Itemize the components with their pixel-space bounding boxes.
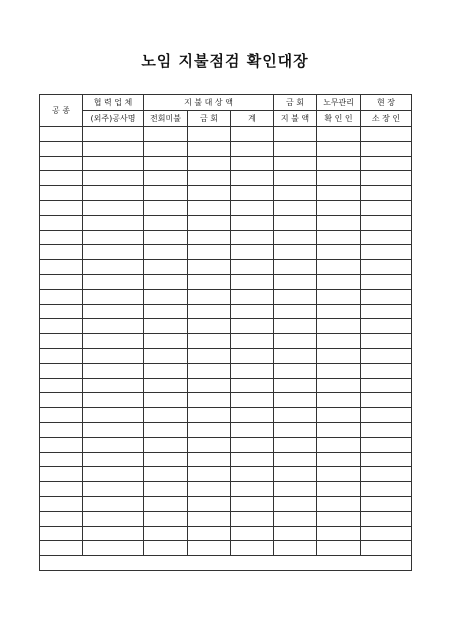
work-type-cell[interactable] — [40, 127, 83, 142]
total-cell[interactable] — [231, 467, 274, 482]
current-amount-cell[interactable] — [188, 200, 231, 215]
partner-cell[interactable] — [83, 289, 144, 304]
current-amount-cell[interactable] — [188, 334, 231, 349]
work-type-cell[interactable] — [40, 452, 83, 467]
paid-amount-cell[interactable] — [274, 260, 317, 275]
prev-unpaid-cell[interactable] — [144, 215, 188, 230]
table-row — [40, 319, 412, 334]
work-type-cell[interactable] — [40, 526, 83, 541]
site-manager-cell[interactable] — [361, 274, 412, 289]
table-row — [40, 348, 412, 363]
header-labor-mgmt: 노무관리 — [317, 95, 361, 111]
labor-confirm-cell[interactable] — [317, 437, 361, 452]
current-amount-cell[interactable] — [188, 260, 231, 275]
paid-amount-cell[interactable] — [274, 452, 317, 467]
total-cell[interactable] — [231, 511, 274, 526]
site-manager-cell[interactable] — [361, 200, 412, 215]
table-row — [40, 274, 412, 289]
total-cell[interactable] — [231, 348, 274, 363]
header-payment-target: 지 불 대 상 액 — [144, 95, 274, 111]
work-type-cell[interactable] — [40, 304, 83, 319]
work-type-cell[interactable] — [40, 245, 83, 260]
labor-confirm-cell[interactable] — [317, 393, 361, 408]
header-labor-confirm: 확 인 인 — [317, 111, 361, 127]
prev-unpaid-cell[interactable] — [144, 260, 188, 275]
header-partner-sub: (외주)공사명 — [83, 111, 144, 127]
labor-confirm-cell[interactable] — [317, 127, 361, 142]
total-cell[interactable] — [231, 304, 274, 319]
site-manager-cell[interactable] — [361, 260, 412, 275]
prev-unpaid-cell[interactable] — [144, 171, 188, 186]
current-amount-cell[interactable] — [188, 378, 231, 393]
prev-unpaid-cell[interactable] — [144, 186, 188, 201]
current-amount-cell[interactable] — [188, 274, 231, 289]
total-cell[interactable] — [231, 274, 274, 289]
current-amount-cell[interactable] — [188, 393, 231, 408]
total-cell[interactable] — [231, 141, 274, 156]
work-type-cell[interactable] — [40, 496, 83, 511]
total-cell[interactable] — [231, 422, 274, 437]
current-amount-cell[interactable] — [188, 452, 231, 467]
table-row — [40, 200, 412, 215]
prev-unpaid-cell[interactable] — [144, 334, 188, 349]
prev-unpaid-cell[interactable] — [144, 482, 188, 497]
current-amount-cell[interactable] — [188, 171, 231, 186]
table-row — [40, 437, 412, 452]
partner-cell[interactable] — [83, 260, 144, 275]
work-type-cell[interactable] — [40, 467, 83, 482]
total-cell[interactable] — [231, 156, 274, 171]
prev-unpaid-cell[interactable] — [144, 274, 188, 289]
prev-unpaid-cell[interactable] — [144, 393, 188, 408]
work-type-cell[interactable] — [40, 408, 83, 423]
partner-cell[interactable] — [83, 215, 144, 230]
header-total: 계 — [231, 111, 274, 127]
paid-amount-cell[interactable] — [274, 496, 317, 511]
paid-amount-cell[interactable] — [274, 186, 317, 201]
prev-unpaid-cell[interactable] — [144, 422, 188, 437]
table-row — [40, 245, 412, 260]
current-amount-cell[interactable] — [188, 437, 231, 452]
work-type-cell[interactable] — [40, 422, 83, 437]
total-cell[interactable] — [231, 437, 274, 452]
current-amount-cell[interactable] — [188, 127, 231, 142]
footer-row — [40, 556, 412, 571]
prev-unpaid-cell[interactable] — [144, 200, 188, 215]
paid-amount-cell[interactable] — [274, 171, 317, 186]
paid-amount-cell[interactable] — [274, 156, 317, 171]
table-row — [40, 215, 412, 230]
table-row — [40, 378, 412, 393]
partner-cell[interactable] — [83, 541, 144, 556]
total-cell[interactable] — [231, 230, 274, 245]
total-cell[interactable] — [231, 378, 274, 393]
site-manager-cell[interactable] — [361, 541, 412, 556]
paid-amount-cell[interactable] — [274, 304, 317, 319]
partner-cell[interactable] — [83, 171, 144, 186]
table-row — [40, 141, 412, 156]
work-type-cell[interactable] — [40, 200, 83, 215]
work-type-cell[interactable] — [40, 260, 83, 275]
total-cell[interactable] — [231, 526, 274, 541]
current-amount-cell[interactable] — [188, 511, 231, 526]
work-type-cell[interactable] — [40, 186, 83, 201]
work-type-cell[interactable] — [40, 230, 83, 245]
paid-amount-cell[interactable] — [274, 200, 317, 215]
partner-cell[interactable] — [83, 127, 144, 142]
total-cell[interactable] — [231, 334, 274, 349]
partner-cell[interactable] — [83, 245, 144, 260]
total-cell[interactable] — [231, 319, 274, 334]
paid-amount-cell[interactable] — [274, 482, 317, 497]
site-manager-cell[interactable] — [361, 482, 412, 497]
site-manager-cell[interactable] — [361, 408, 412, 423]
table-row — [40, 496, 412, 511]
page-title: 노임 지불점검 확인대장 — [141, 52, 309, 70]
work-type-cell[interactable] — [40, 437, 83, 452]
prev-unpaid-cell[interactable] — [144, 511, 188, 526]
total-cell[interactable] — [231, 245, 274, 260]
partner-cell[interactable] — [83, 319, 144, 334]
work-type-cell[interactable] — [40, 334, 83, 349]
work-type-cell[interactable] — [40, 156, 83, 171]
work-type-cell[interactable] — [40, 378, 83, 393]
partner-cell[interactable] — [83, 378, 144, 393]
table-row — [40, 260, 412, 275]
labor-confirm-cell[interactable] — [317, 496, 361, 511]
work-type-cell[interactable] — [40, 274, 83, 289]
labor-confirm-cell[interactable] — [317, 526, 361, 541]
site-manager-cell[interactable] — [361, 511, 412, 526]
partner-cell[interactable] — [83, 467, 144, 482]
table-row — [40, 467, 412, 482]
current-amount-cell[interactable] — [188, 304, 231, 319]
labor-confirm-cell[interactable] — [317, 141, 361, 156]
partner-cell[interactable] — [83, 334, 144, 349]
current-amount-cell[interactable] — [188, 467, 231, 482]
table-row — [40, 393, 412, 408]
table-row — [40, 452, 412, 467]
total-cell[interactable] — [231, 289, 274, 304]
site-manager-cell[interactable] — [361, 215, 412, 230]
partner-cell[interactable] — [83, 200, 144, 215]
table-row — [40, 230, 412, 245]
header-current-amount: 금 회 — [188, 111, 231, 127]
ledger-body — [40, 127, 412, 571]
paid-amount-cell[interactable] — [274, 422, 317, 437]
paid-amount-cell[interactable] — [274, 334, 317, 349]
header-paid-amount: 지 불 액 — [274, 111, 317, 127]
partner-cell[interactable] — [83, 526, 144, 541]
current-amount-cell[interactable] — [188, 230, 231, 245]
partner-cell[interactable] — [83, 348, 144, 363]
labor-confirm-cell[interactable] — [317, 378, 361, 393]
total-cell[interactable] — [231, 215, 274, 230]
paid-amount-cell[interactable] — [274, 289, 317, 304]
partner-cell[interactable] — [83, 482, 144, 497]
header-work-type: 공 종 — [40, 95, 83, 127]
current-amount-cell[interactable] — [188, 141, 231, 156]
table-row — [40, 408, 412, 423]
total-cell[interactable] — [231, 171, 274, 186]
labor-confirm-cell[interactable] — [317, 422, 361, 437]
header-partner: 협 력 업 체 — [83, 95, 144, 111]
current-amount-cell[interactable] — [188, 319, 231, 334]
site-manager-cell[interactable] — [361, 245, 412, 260]
labor-confirm-cell[interactable] — [317, 467, 361, 482]
labor-confirm-cell[interactable] — [317, 289, 361, 304]
prev-unpaid-cell[interactable] — [144, 156, 188, 171]
table-row — [40, 289, 412, 304]
table-row — [40, 526, 412, 541]
table-row — [40, 482, 412, 497]
labor-confirm-cell[interactable] — [317, 230, 361, 245]
labor-confirm-cell[interactable] — [317, 482, 361, 497]
site-manager-cell[interactable] — [361, 348, 412, 363]
header-site: 현 장 — [361, 95, 412, 111]
work-type-cell[interactable] — [40, 141, 83, 156]
table-row — [40, 541, 412, 556]
prev-unpaid-cell[interactable] — [144, 378, 188, 393]
prev-unpaid-cell[interactable] — [144, 245, 188, 260]
current-amount-cell[interactable] — [188, 348, 231, 363]
labor-confirm-cell[interactable] — [317, 171, 361, 186]
site-manager-cell[interactable] — [361, 289, 412, 304]
paid-amount-cell[interactable] — [274, 245, 317, 260]
paid-amount-cell[interactable] — [274, 467, 317, 482]
current-amount-cell[interactable] — [188, 156, 231, 171]
site-manager-cell[interactable] — [361, 437, 412, 452]
partner-cell[interactable] — [83, 422, 144, 437]
current-amount-cell[interactable] — [188, 289, 231, 304]
labor-confirm-cell[interactable] — [317, 186, 361, 201]
prev-unpaid-cell[interactable] — [144, 437, 188, 452]
labor-confirm-cell[interactable] — [317, 334, 361, 349]
labor-confirm-cell[interactable] — [317, 511, 361, 526]
labor-confirm-cell[interactable] — [317, 215, 361, 230]
current-amount-cell[interactable] — [188, 541, 231, 556]
partner-cell[interactable] — [83, 496, 144, 511]
partner-cell[interactable] — [83, 452, 144, 467]
total-cell[interactable] — [231, 260, 274, 275]
header-this-time: 금 회 — [274, 95, 317, 111]
prev-unpaid-cell[interactable] — [144, 452, 188, 467]
paid-amount-cell[interactable] — [274, 141, 317, 156]
partner-cell[interactable] — [83, 304, 144, 319]
partner-cell[interactable] — [83, 437, 144, 452]
header-row-top — [40, 95, 412, 111]
paid-amount-cell[interactable] — [274, 378, 317, 393]
prev-unpaid-cell[interactable] — [144, 319, 188, 334]
site-manager-cell[interactable] — [361, 378, 412, 393]
total-cell[interactable] — [231, 408, 274, 423]
work-type-cell[interactable] — [40, 393, 83, 408]
partner-cell[interactable] — [83, 141, 144, 156]
paid-amount-cell[interactable] — [274, 393, 317, 408]
header-prev-unpaid: 전회미불 — [144, 111, 188, 127]
site-manager-cell[interactable] — [361, 156, 412, 171]
prev-unpaid-cell[interactable] — [144, 230, 188, 245]
table-row — [40, 511, 412, 526]
work-type-cell[interactable] — [40, 541, 83, 556]
work-type-cell[interactable] — [40, 363, 83, 378]
work-type-cell[interactable] — [40, 482, 83, 497]
paid-amount-cell[interactable] — [274, 348, 317, 363]
current-amount-cell[interactable] — [188, 245, 231, 260]
labor-confirm-cell[interactable] — [317, 363, 361, 378]
work-type-cell[interactable] — [40, 319, 83, 334]
ledger-table — [39, 94, 412, 571]
paid-amount-cell[interactable] — [274, 215, 317, 230]
paid-amount-cell[interactable] — [274, 511, 317, 526]
total-cell[interactable] — [231, 186, 274, 201]
prev-unpaid-cell[interactable] — [144, 467, 188, 482]
partner-cell[interactable] — [83, 230, 144, 245]
work-type-cell[interactable] — [40, 289, 83, 304]
partner-cell[interactable] — [83, 511, 144, 526]
paid-amount-cell[interactable] — [274, 408, 317, 423]
labor-confirm-cell[interactable] — [317, 200, 361, 215]
current-amount-cell[interactable] — [188, 363, 231, 378]
site-manager-cell[interactable] — [361, 141, 412, 156]
current-amount-cell[interactable] — [188, 186, 231, 201]
prev-unpaid-cell[interactable] — [144, 289, 188, 304]
total-cell[interactable] — [231, 541, 274, 556]
paid-amount-cell[interactable] — [274, 230, 317, 245]
table-row — [40, 156, 412, 171]
labor-confirm-cell[interactable] — [317, 541, 361, 556]
total-cell[interactable] — [231, 482, 274, 497]
prev-unpaid-cell[interactable] — [144, 304, 188, 319]
paid-amount-cell[interactable] — [274, 274, 317, 289]
table-row — [40, 171, 412, 186]
paid-amount-cell[interactable] — [274, 526, 317, 541]
site-manager-cell[interactable] — [361, 304, 412, 319]
paid-amount-cell[interactable] — [274, 437, 317, 452]
partner-cell[interactable] — [83, 186, 144, 201]
site-manager-cell[interactable] — [361, 496, 412, 511]
partner-cell[interactable] — [83, 408, 144, 423]
total-cell[interactable] — [231, 496, 274, 511]
paid-amount-cell[interactable] — [274, 363, 317, 378]
partner-cell[interactable] — [83, 393, 144, 408]
work-type-cell[interactable] — [40, 215, 83, 230]
partner-cell[interactable] — [83, 274, 144, 289]
site-manager-cell[interactable] — [361, 363, 412, 378]
header-site-manager: 소 장 인 — [361, 111, 412, 127]
prev-unpaid-cell[interactable] — [144, 348, 188, 363]
current-amount-cell[interactable] — [188, 482, 231, 497]
labor-confirm-cell[interactable] — [317, 274, 361, 289]
labor-confirm-cell[interactable] — [317, 156, 361, 171]
table-row — [40, 304, 412, 319]
site-manager-cell[interactable] — [361, 319, 412, 334]
paid-amount-cell[interactable] — [274, 127, 317, 142]
footer-cell[interactable] — [40, 556, 412, 571]
table-row — [40, 127, 412, 142]
partner-cell[interactable] — [83, 363, 144, 378]
labor-confirm-cell[interactable] — [317, 304, 361, 319]
site-manager-cell[interactable] — [361, 334, 412, 349]
total-cell[interactable] — [231, 363, 274, 378]
prev-unpaid-cell[interactable] — [144, 141, 188, 156]
site-manager-cell[interactable] — [361, 467, 412, 482]
site-manager-cell[interactable] — [361, 171, 412, 186]
current-amount-cell[interactable] — [188, 422, 231, 437]
prev-unpaid-cell[interactable] — [144, 127, 188, 142]
site-manager-cell[interactable] — [361, 393, 412, 408]
paid-amount-cell[interactable] — [274, 319, 317, 334]
prev-unpaid-cell[interactable] — [144, 526, 188, 541]
prev-unpaid-cell[interactable] — [144, 541, 188, 556]
total-cell[interactable] — [231, 393, 274, 408]
total-cell[interactable] — [231, 452, 274, 467]
paid-amount-cell[interactable] — [274, 541, 317, 556]
labor-confirm-cell[interactable] — [317, 348, 361, 363]
total-cell[interactable] — [231, 127, 274, 142]
site-manager-cell[interactable] — [361, 230, 412, 245]
header-row-bottom — [40, 111, 412, 127]
work-type-cell[interactable] — [40, 171, 83, 186]
table-row — [40, 422, 412, 437]
table-row — [40, 334, 412, 349]
table-row — [40, 363, 412, 378]
labor-confirm-cell[interactable] — [317, 260, 361, 275]
labor-confirm-cell[interactable] — [317, 245, 361, 260]
current-amount-cell[interactable] — [188, 215, 231, 230]
work-type-cell[interactable] — [40, 511, 83, 526]
current-amount-cell[interactable] — [188, 408, 231, 423]
current-amount-cell[interactable] — [188, 496, 231, 511]
site-manager-cell[interactable] — [361, 422, 412, 437]
prev-unpaid-cell[interactable] — [144, 496, 188, 511]
current-amount-cell[interactable] — [188, 526, 231, 541]
total-cell[interactable] — [231, 200, 274, 215]
labor-confirm-cell[interactable] — [317, 319, 361, 334]
labor-confirm-cell[interactable] — [317, 408, 361, 423]
site-manager-cell[interactable] — [361, 452, 412, 467]
labor-confirm-cell[interactable] — [317, 452, 361, 467]
site-manager-cell[interactable] — [361, 127, 412, 142]
table-row — [40, 186, 412, 201]
site-manager-cell[interactable] — [361, 186, 412, 201]
prev-unpaid-cell[interactable] — [144, 408, 188, 423]
prev-unpaid-cell[interactable] — [144, 363, 188, 378]
work-type-cell[interactable] — [40, 348, 83, 363]
site-manager-cell[interactable] — [361, 526, 412, 541]
partner-cell[interactable] — [83, 156, 144, 171]
